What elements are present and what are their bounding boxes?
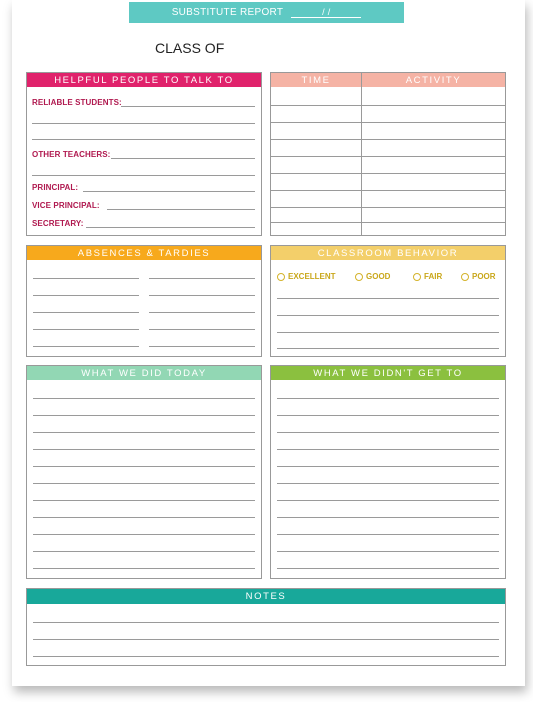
schedule-row[interactable] <box>271 207 505 208</box>
absences-line[interactable] <box>33 312 139 313</box>
rating-excellent-label: EXCELLENT <box>288 272 336 281</box>
behavior-line[interactable] <box>277 348 499 349</box>
other-teachers-label: OTHER TEACHERS: <box>32 150 111 159</box>
didnt-get-to-line[interactable] <box>277 432 499 433</box>
didnt-get-to-line[interactable] <box>277 568 499 569</box>
schedule-row[interactable] <box>271 139 505 140</box>
absences-title: ABSENCES & TARDIES <box>27 246 261 260</box>
radio-circle-icon <box>277 273 285 281</box>
activity-header: ACTIVITY <box>362 73 505 87</box>
notes-title: NOTES <box>27 589 505 604</box>
absences-line[interactable] <box>149 295 255 296</box>
principal-label: PRINCIPAL: <box>32 183 79 192</box>
class-of-label: CLASS OF <box>155 40 225 56</box>
schedule-row[interactable] <box>271 173 505 174</box>
did-today-line[interactable] <box>33 449 255 450</box>
did-today-line[interactable] <box>33 432 255 433</box>
absences-line[interactable] <box>33 329 139 330</box>
behavior-line[interactable] <box>277 315 499 316</box>
didnt-get-to-line[interactable] <box>277 398 499 399</box>
schedule-row[interactable] <box>271 190 505 191</box>
schedule-divider <box>361 73 362 235</box>
vice-principal-line[interactable] <box>107 209 255 210</box>
didnt-get-to-line[interactable] <box>277 517 499 518</box>
absences-line[interactable] <box>33 346 139 347</box>
absences-line[interactable] <box>149 346 255 347</box>
did-today-title: WHAT WE DID TODAY <box>27 366 261 380</box>
didnt-get-to-line[interactable] <box>277 483 499 484</box>
other-teachers-line-2[interactable] <box>32 175 255 176</box>
did-today-panel <box>26 365 262 579</box>
did-today-line[interactable] <box>33 517 255 518</box>
rating-good-label: GOOD <box>366 272 391 281</box>
rating-poor[interactable] <box>461 272 496 281</box>
didnt-get-to-line[interactable] <box>277 534 499 535</box>
did-today-line[interactable] <box>33 398 255 399</box>
reliable-students-line-2[interactable] <box>32 123 255 124</box>
schedule-panel <box>270 72 506 236</box>
other-teachers-line[interactable] <box>111 158 255 159</box>
notes-line[interactable] <box>33 622 499 623</box>
rating-fair[interactable] <box>413 272 442 281</box>
notes-line[interactable] <box>33 639 499 640</box>
notes-line[interactable] <box>33 656 499 657</box>
did-today-line[interactable] <box>33 568 255 569</box>
principal-line[interactable] <box>83 191 255 192</box>
did-today-line[interactable] <box>33 500 255 501</box>
radio-circle-icon <box>413 273 421 281</box>
rating-excellent[interactable] <box>277 272 336 281</box>
reliable-students-label: RELIABLE STUDENTS: <box>32 98 122 107</box>
absences-line[interactable] <box>149 312 255 313</box>
date-field[interactable]: / / <box>291 7 361 18</box>
behavior-line[interactable] <box>277 298 499 299</box>
did-today-line[interactable] <box>33 483 255 484</box>
behavior-panel <box>270 245 506 357</box>
helpful-people-panel <box>26 72 262 236</box>
didnt-get-to-panel <box>270 365 506 579</box>
didnt-get-to-line[interactable] <box>277 551 499 552</box>
didnt-get-to-line[interactable] <box>277 466 499 467</box>
rating-poor-label: POOR <box>472 272 496 281</box>
radio-circle-icon <box>461 273 469 281</box>
reliable-students-line-3[interactable] <box>32 139 255 140</box>
schedule-row[interactable] <box>271 105 505 106</box>
reliable-students-line[interactable] <box>121 106 255 107</box>
didnt-get-to-line[interactable] <box>277 415 499 416</box>
rating-good[interactable] <box>355 272 390 281</box>
didnt-get-to-line[interactable] <box>277 500 499 501</box>
schedule-row[interactable] <box>271 222 505 223</box>
absences-panel <box>26 245 262 357</box>
did-today-line[interactable] <box>33 551 255 552</box>
behavior-line[interactable] <box>277 332 499 333</box>
rating-fair-label: FAIR <box>424 272 443 281</box>
notes-panel <box>26 588 506 666</box>
secretary-line[interactable] <box>86 227 255 228</box>
absences-line[interactable] <box>33 295 139 296</box>
did-today-line[interactable] <box>33 466 255 467</box>
did-today-line[interactable] <box>33 415 255 416</box>
radio-circle-icon <box>355 273 363 281</box>
vice-principal-label: VICE PRINCIPAL: <box>32 201 100 210</box>
report-title-bar <box>129 2 404 23</box>
schedule-row[interactable] <box>271 122 505 123</box>
time-header: TIME <box>271 73 361 87</box>
didnt-get-to-title: WHAT WE DIDN'T GET TO <box>271 366 505 380</box>
report-title: SUBSTITUTE REPORT <box>171 7 284 18</box>
absences-line[interactable] <box>149 278 255 279</box>
behavior-title: CLASSROOM BEHAVIOR <box>271 246 505 260</box>
absences-line[interactable] <box>149 329 255 330</box>
didnt-get-to-line[interactable] <box>277 449 499 450</box>
absences-line[interactable] <box>33 278 139 279</box>
secretary-label: SECRETARY: <box>32 219 84 228</box>
schedule-row[interactable] <box>271 156 505 157</box>
did-today-line[interactable] <box>33 534 255 535</box>
helpful-people-title: HELPFUL PEOPLE TO TALK TO <box>27 73 261 87</box>
